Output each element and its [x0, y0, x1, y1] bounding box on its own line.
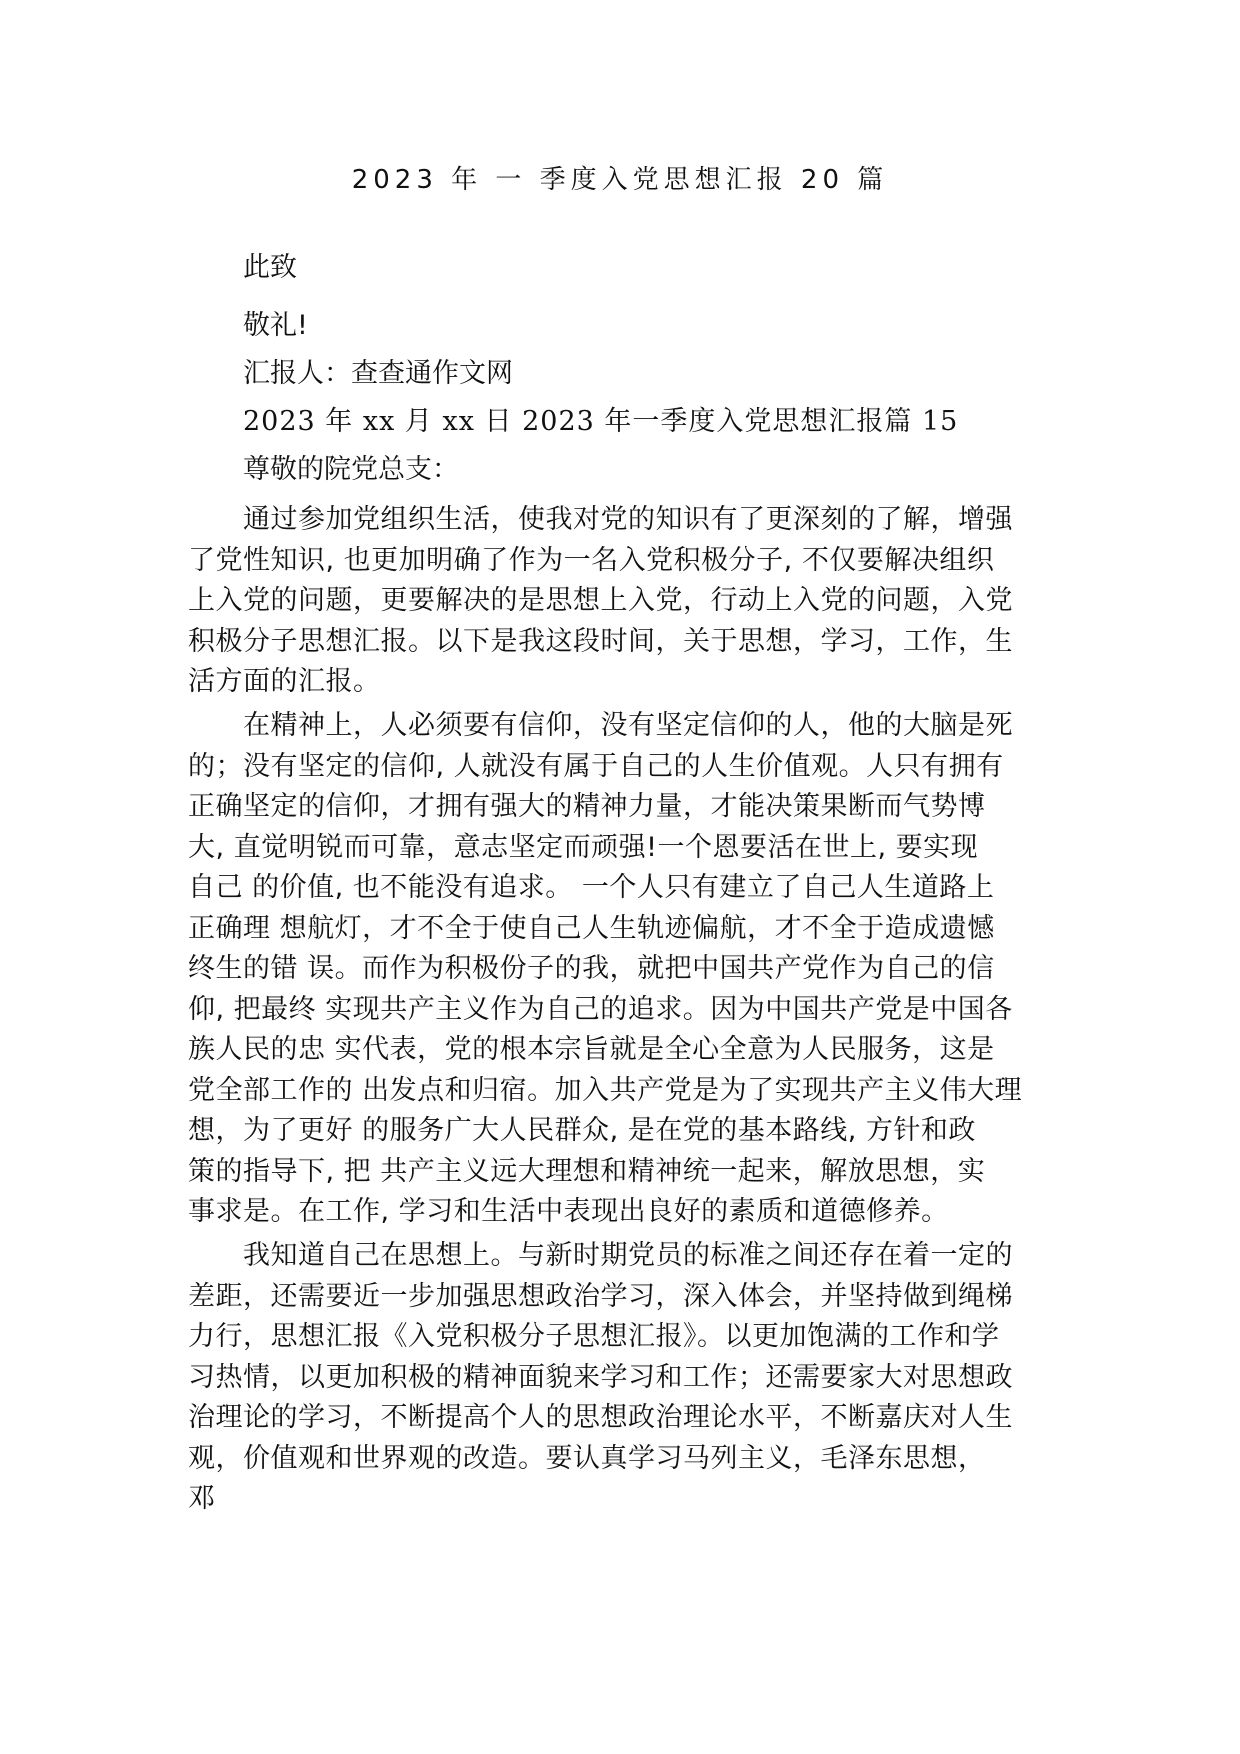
document-title: 2023 年 一 季度入党思想汇报 20 篇	[351, 165, 889, 195]
paragraph-line: 正确坚定的信仰，才拥有强大的精神力量，才能决策果断而气势博	[188, 791, 986, 822]
paragraph-line: 终生的错 误。而作为积极份子的我，就把中国共产党作为自己的信	[188, 953, 995, 984]
paragraph-line: 习热情，以更加积极的精神面貌来学习和工作；还需要家大对思想政	[188, 1361, 1013, 1393]
paragraph-line: 治理论的学习，不断提高个人的思想政治理论水平，不断嘉庆对人生	[188, 1402, 1013, 1433]
reporter-line: 汇报人：查查通作文网	[243, 358, 513, 389]
paragraph-line: 族人民的忠 实代表，党的根本宗旨就是全心全意为人民服务，这是	[188, 1034, 995, 1065]
paragraph-line: 我知道自己在思想上。与新时期党员的标准之间还存在着一定的	[188, 1240, 1013, 1271]
paragraph-line: 党全部工作的 出发点和归宿。加入共产党是为了实现共产主义伟大理	[188, 1074, 1023, 1106]
paragraph-line: 力行，思想汇报《入党积极分子思想汇报》。以更加饱满的工作和学	[188, 1321, 1000, 1352]
paragraph-line: 仰, 把最终 实现共产主义作为自己的追求。因为中国共产党是中国各	[188, 993, 1013, 1025]
paragraph-line: 正确理 想航灯，才不全于使自己人生轨迹偏航，才不全于造成遗憾	[188, 912, 995, 944]
salutation-line: 尊敬的院党总支：	[243, 454, 459, 485]
paragraph-line: 活方面的汇报。	[188, 666, 381, 697]
paragraph-line: 自己 的价值, 也不能没有追求。 一个人只有建立了自己人生道路上	[188, 872, 995, 903]
paragraph-line: 积极分子思想汇报。以下是我这段时间，关于思想，学习，工作，生	[188, 625, 1013, 657]
paragraph-line: 邓	[188, 1483, 216, 1514]
closing-line-2: 敬礼!	[243, 310, 308, 341]
paragraph-line: 通过参加党组织生活，使我对党的知识有了更深刻的了解，增强	[188, 504, 1013, 535]
paragraph-line: 上入党的问题，更要解决的是思想上入党，行动上入党的问题，入党	[188, 585, 1013, 616]
paragraph-line: 想，为了更好 的服务广大人民群众, 是在党的基本路线, 方针和政	[188, 1115, 976, 1146]
paragraph-2	[188, 706, 1068, 1233]
paragraph-line: 观，价值观和世界观的改造。要认真学习马列主义，毛泽东思想，	[188, 1442, 986, 1474]
paragraph-line: 在精神上，人必须要有信仰，没有坚定信仰的人，他的大脑是死	[188, 710, 1013, 741]
paragraph-line: 了党性知识, 也更加明确了作为一名入党积极分子, 不仅要解决组织	[188, 544, 995, 576]
date-heading-line: 2023 年 xx 月 xx 日 2023 年一季度入党思想汇报篇 15	[243, 406, 959, 437]
paragraph-line: 策的指导下, 把 共产主义远大理想和精神统一起来，解放思想，实	[188, 1155, 986, 1187]
paragraph-line: 的；没有坚定的信仰, 人就没有属于自己的人生价值观。人只有拥有	[188, 750, 1004, 782]
paragraph-line: 事求是。在工作, 学习和生活中表现出良好的素质和道德修养。	[188, 1196, 949, 1227]
paragraph-1	[188, 500, 1068, 703]
paragraph-3	[188, 1236, 1068, 1520]
closing-line-1: 此致	[243, 252, 297, 283]
paragraph-line: 大, 直觉明锐而可靠，意志坚定而顽强!一个恩要活在世上, 要实现	[188, 831, 979, 863]
paragraph-line: 差距，还需要近一步加强思想政治学习，深入体会，并坚持做到绳梯	[188, 1280, 1013, 1312]
